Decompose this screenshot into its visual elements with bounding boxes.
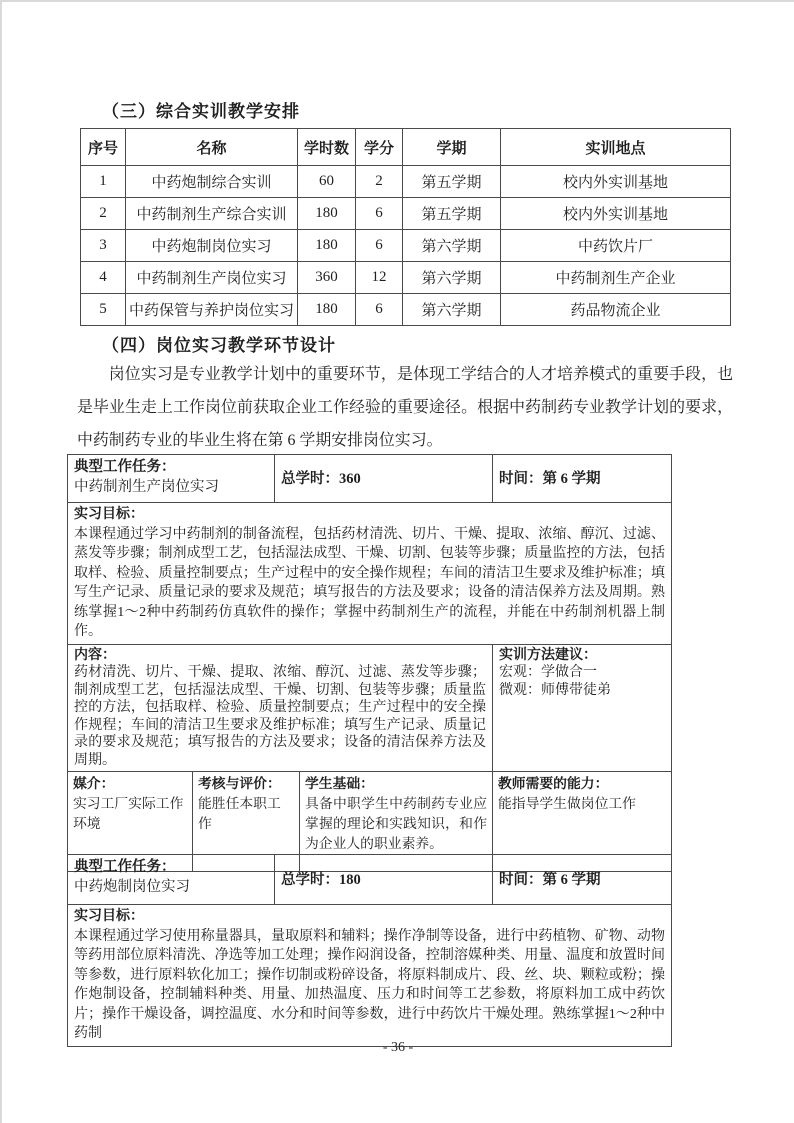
cell-name: 中药保管与养护岗位实习 (126, 294, 298, 326)
column-header: 名称 (126, 129, 298, 166)
cell-index: 5 (81, 294, 126, 326)
cell-internship-goal (68, 905, 672, 1047)
student-foundation-label: 学生基础： (305, 776, 374, 791)
table-row (81, 294, 731, 326)
section-heading-comprehensive-training: （三）综合实训教学安排 (102, 102, 300, 121)
cell-credits: 12 (356, 262, 403, 294)
task-table-processing-internship (67, 854, 672, 1047)
cell-location: 中药饮片厂 (501, 230, 731, 262)
cell-location: 药品物流企业 (501, 294, 731, 326)
method-micro: 微观：师傅带徒弟 (499, 682, 611, 698)
cell-credits: 6 (356, 294, 403, 326)
column-header: 学分 (356, 129, 403, 166)
cell-index: 4 (81, 262, 126, 294)
table-row (68, 455, 672, 503)
cell-name: 中药制剂生产岗位实习 (126, 262, 298, 294)
cell-internship-goal (68, 503, 672, 645)
cell-location: 校内外实训基地 (501, 166, 731, 198)
cell-semester: 第五学期 (403, 198, 501, 230)
cell-hours: 180 (298, 230, 356, 262)
cell-index: 2 (81, 198, 126, 230)
column-header: 学时数 (298, 129, 356, 166)
column-header: 学期 (403, 129, 501, 166)
content-text: 药材清洗、切片、干燥、提取、浓缩、醇沉、过滤、蒸发等步骤；制剂成型工艺，包括湿法成型、干燥、切割、包装等步骤；质量监控的方法，包括取样、检验、质量控制要点；生产过程中的安全操作规程；车间的清洁卫生要求及维护标准；填写生产记录、质量记录的要求及规范；填写报告的方法及要求；设备的清洁保养方法及周期。 (74, 665, 486, 768)
table-row (68, 905, 672, 1047)
cell-semester: 第六学期 (403, 230, 501, 262)
cell-semester: 第六学期 (403, 262, 501, 294)
cell-typical-task (68, 455, 275, 503)
table-row (81, 262, 731, 294)
table-row (81, 230, 731, 262)
cell-semester: 第六学期 (403, 294, 501, 326)
training-schedule-table (80, 128, 731, 326)
cell-index: 3 (81, 230, 126, 262)
page-number: - 36 - (382, 1040, 414, 1055)
media-text: 实习工厂实际工作环境 (73, 796, 184, 831)
table-header-row (81, 129, 731, 166)
teacher-ability-text: 能指导学生做岗位工作 (498, 796, 636, 811)
typical-task-label: 典型工作任务： (74, 859, 176, 875)
column-header: 序号 (81, 129, 126, 166)
goal-text: 本课程通过学习中药制剂的制备流程，包括药材清洗、切片、干燥、提取、浓缩、醇沉、过滤、蒸发等步骤；制剂成型工艺，包括湿法成型、干燥、切割、包装等步骤；质量监控的方法，包括取样、检验、质量控制要点；生产过程中的安全操作规程；车间的清洁卫生要求及维护标准；填写生产记录、质量记录的要求及规范；填写报告的方法及要求；设备的清洁保养方法及周期。熟练掌握1～2种中药制药仿真软件的操作；掌握中药制剂生产的流程，并能在中药制剂机器上制作。 (74, 526, 665, 639)
typical-task-value: 中药制剂生产岗位实习 (74, 479, 219, 495)
method-macro: 宏观：学做合一 (499, 665, 597, 680)
assessment-label: 考核与评价： (198, 776, 281, 791)
cell-total-hours: 总学时：360 (275, 455, 493, 503)
cell-semester: 第五学期 (403, 166, 501, 198)
cell-typical-task (68, 855, 275, 905)
cell-location: 校内外实训基地 (501, 198, 731, 230)
cell-credits: 6 (356, 230, 403, 262)
cell-time: 时间：第 6 学期 (493, 455, 672, 503)
cell-hours: 60 (298, 166, 356, 198)
cell-name: 中药炮制岗位实习 (126, 230, 298, 262)
student-foundation-text: 具备中职学生中药制药专业应掌握的理论和实践知识，和作为企业人的职业素养。 (305, 796, 487, 851)
cell-time: 时间：第 6 学期 (493, 855, 672, 905)
media-label: 媒介： (73, 776, 115, 791)
goal-label: 实习目标： (74, 507, 144, 522)
table-row (68, 855, 672, 905)
cell-hours: 180 (298, 198, 356, 230)
table-row (81, 198, 731, 230)
cell-hours: 360 (298, 262, 356, 294)
cell-hours: 180 (298, 294, 356, 326)
cell-training-method (493, 644, 672, 772)
cell-total-hours: 总学时：180 (275, 855, 493, 905)
content-label: 内容： (74, 647, 116, 663)
teacher-ability-label: 教师需要的能力： (498, 776, 609, 791)
cell-content (68, 644, 493, 772)
goal-label: 实习目标： (74, 909, 144, 924)
intro-paragraph: 岗位实习是专业教学计划中的重要环节，是体现工学结合的人才培养模式的重要手段，也是毕业生走上工作岗位前获取企业工作经验的重要途径。根据中药制药专业教学计划的要求，中药制药专业的毕业生将在第 6 学期安排岗位实习。 (77, 366, 733, 449)
cell-location: 中药制剂生产企业 (501, 262, 731, 294)
cell-credits: 2 (356, 166, 403, 198)
cell-index: 1 (81, 166, 126, 198)
table-row (81, 166, 731, 198)
table-row (68, 503, 672, 645)
goal-text: 本课程通过学习使用称量器具，量取原料和辅料；操作净制等设备，进行中药植物、矿物、动物等药用部位原料清洗、净选等加工处理；操作闷润设备，控制溶媒种类、用量、温度和放置时间等参数，进行原料软化加工；操作切制或粉碎设备，将原料制成片、段、丝、块、颗粒或粉；操作炮制设备，控制辅料种类、用量、加热温度、压力和时间等工艺参数，将原料加工成中药饮片；操作干燥设备，调控温度、水分和时间等参数，进行中药饮片干燥处理。熟练掌握1～2种中药制 (74, 928, 665, 1041)
cell-name: 中药炮制综合实训 (126, 166, 298, 198)
cell-credits: 6 (356, 198, 403, 230)
section-heading-internship-design: （四）岗位实习教学环节设计 (102, 336, 336, 355)
task-table-preparation-production (67, 454, 672, 872)
cell-name: 中药制剂生产综合实训 (126, 198, 298, 230)
typical-task-value: 中药炮制岗位实习 (74, 879, 190, 895)
table-row (68, 644, 672, 772)
assessment-text: 能胜任本职工作 (198, 796, 281, 831)
method-label: 实训方法建议： (499, 647, 597, 663)
column-header: 实训地点 (501, 129, 731, 166)
typical-task-label: 典型工作任务： (74, 459, 176, 475)
